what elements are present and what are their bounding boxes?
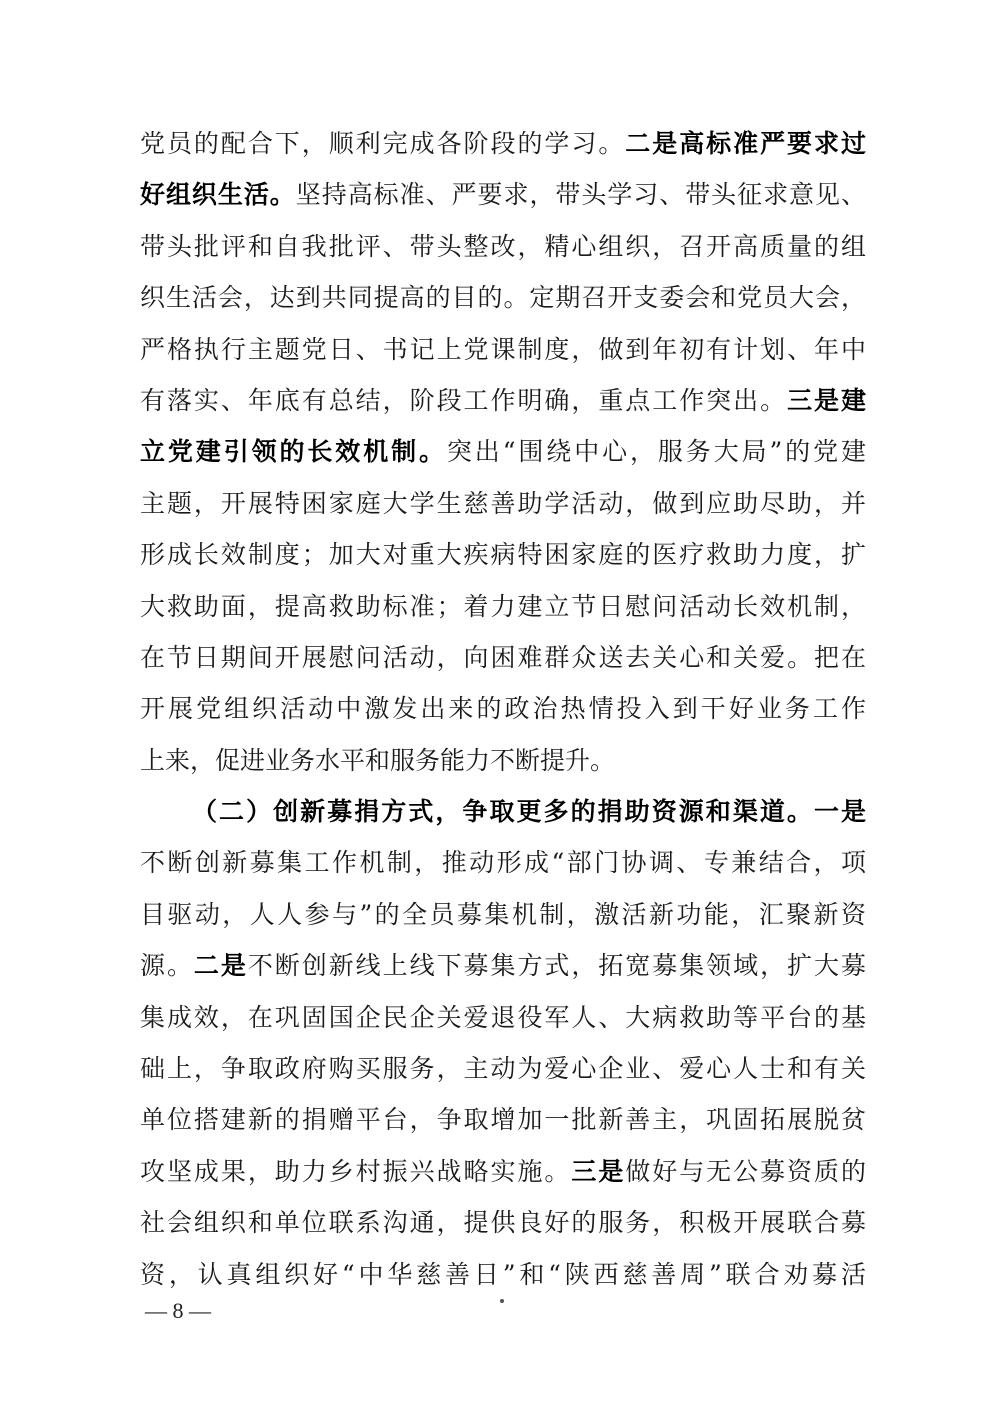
text-line	[140, 375, 866, 426]
text-run: 目驱动，人人参与”的全员募集机制，激活新功能，汇聚新资	[140, 899, 866, 929]
text-run: 社会组织和单位联系沟通，提供良好的服务，积极开展联合募	[140, 1208, 866, 1238]
text-line	[140, 324, 866, 375]
footer-dot-mark	[500, 1299, 504, 1303]
text-line	[140, 992, 866, 1043]
bold-text-run: 二是高标准严要求过	[625, 129, 866, 158]
text-line	[140, 735, 866, 786]
text-run: 开展党组织活动中激发出来的政治热情投入到干好业务工作	[140, 694, 866, 724]
text-line	[140, 683, 866, 734]
document-body	[140, 118, 866, 1300]
text-line	[140, 786, 866, 837]
text-run: 带头批评和自我批评、带头整改，精心组织，召开高质量的组	[140, 231, 866, 261]
text-run: 在节日期间开展慰问活动，向困难群众送去关心和关爱。把在	[140, 642, 866, 672]
text-run: 主题，开展特困家庭大学生慈善助学活动，做到应助尽助，并	[140, 488, 866, 518]
text-line	[140, 632, 866, 683]
text-run: 础上，争取政府购买服务，主动为爱心企业、爱心人士和有关	[140, 1054, 866, 1084]
text-run: 源。	[140, 951, 194, 981]
text-run: 严格执行主题党日、书记上党课制度，做到年初有计划、年中	[140, 334, 866, 364]
page-number: — 8 —	[145, 1298, 211, 1323]
text-line	[140, 529, 866, 580]
text-run: 突出“围绕中心，服务大局”的党建	[446, 437, 866, 467]
bold-text-run: 三是建	[787, 385, 866, 415]
text-run: 有落实、年底有总结，阶段工作明确，重点工作突出。	[140, 385, 788, 415]
text-line	[140, 940, 866, 991]
text-run: 坚持高标准、严要求，带头学习、带头征求意见、	[295, 180, 866, 210]
text-run: 形成长效制度；加大对重大疾病特困家庭的医疗救助力度，扩	[140, 540, 866, 570]
text-line	[140, 1094, 866, 1145]
text-line	[140, 478, 866, 529]
text-run: 党员的配合下，顺利完成各阶段的学习。	[140, 129, 626, 158]
text-line	[140, 837, 866, 888]
text-run: 不断创新募集工作机制，推动形成“部门协调、专兼结合，项	[140, 848, 866, 878]
text-line	[140, 426, 866, 477]
text-line	[140, 221, 866, 272]
text-line	[140, 118, 866, 169]
text-line	[140, 1197, 866, 1248]
text-run: 资，认真组织好“中华慈善日”和“陕西慈善周”联合劝募活	[140, 1259, 866, 1289]
text-line	[140, 272, 866, 323]
text-line	[140, 1249, 866, 1300]
text-run: 上来，促进业务水平和服务能力不断提升。	[140, 745, 616, 775]
text-line	[140, 1146, 866, 1197]
text-line	[140, 169, 866, 220]
text-line	[140, 889, 866, 940]
bold-text-run: 二是	[193, 951, 248, 981]
text-run: 织生活会，达到共同提高的目的。定期召开支委会和党员大会，	[140, 283, 866, 313]
text-run: 不断创新线上线下募集方式，拓宽募集领域，扩大募	[247, 951, 866, 981]
text-line	[140, 581, 866, 632]
text-line	[140, 1043, 866, 1094]
text-run: 集成效，在巩固国企民企关爱退役军人、大病救助等平台的基	[140, 1002, 866, 1032]
text-run: 单位搭建新的捐赠平台，争取增加一批新善主，巩固拓展脱贫	[140, 1105, 866, 1135]
bold-text-run: 立党建引领的长效机制。	[140, 437, 447, 467]
text-run: 大救助面，提高救助标准；着力建立节日慰问活动长效机制，	[140, 591, 866, 621]
text-run: 攻坚成果，助力乡村振兴战略实施。	[140, 1156, 572, 1186]
text-run: 做好与无公募资质的	[625, 1156, 866, 1186]
bold-text-run: （二）创新募捐方式，争取更多的捐助资源和渠道。一是	[192, 797, 866, 827]
bold-text-run: 三是	[571, 1156, 626, 1186]
bold-text-run: 好组织生活。	[140, 180, 296, 210]
